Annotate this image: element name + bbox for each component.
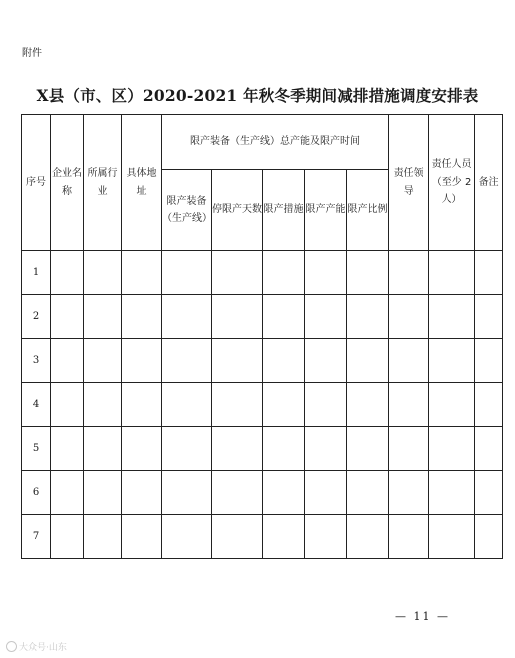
- row-seq-cell: 6: [22, 471, 51, 515]
- table-cell[interactable]: [122, 427, 162, 471]
- table-cell[interactable]: [263, 383, 305, 427]
- watermark-text: 大众号·山东: [19, 643, 67, 653]
- table-cell[interactable]: [347, 295, 389, 339]
- row-seq-cell: 4: [22, 383, 51, 427]
- table-cell[interactable]: [347, 471, 389, 515]
- table-cell[interactable]: [475, 471, 503, 515]
- table-cell[interactable]: [347, 427, 389, 471]
- table-cell[interactable]: [429, 339, 475, 383]
- col-header-leader: 责任领导: [389, 115, 429, 251]
- table-cell[interactable]: [263, 339, 305, 383]
- table-cell[interactable]: [84, 295, 122, 339]
- table-row: [22, 427, 503, 471]
- row-seq-cell: 3: [22, 339, 51, 383]
- table-cell[interactable]: [305, 251, 347, 295]
- table-cell[interactable]: [389, 427, 429, 471]
- table-cell[interactable]: [305, 383, 347, 427]
- table-cell[interactable]: [212, 515, 263, 559]
- table-cell[interactable]: [212, 471, 263, 515]
- table-cell[interactable]: [162, 295, 212, 339]
- table-cell[interactable]: [162, 383, 212, 427]
- document-title: X县（市、区）2020-2021 年秋冬季期间减排措施调度安排表: [36, 86, 479, 105]
- table-cell[interactable]: [305, 515, 347, 559]
- table-cell[interactable]: [122, 471, 162, 515]
- table-cell[interactable]: [263, 251, 305, 295]
- col-header-ratio: 限产比例: [347, 170, 389, 251]
- table-cell[interactable]: [429, 471, 475, 515]
- table-cell[interactable]: [389, 383, 429, 427]
- col-header-persons: 责任人员（至少 2 人）: [429, 115, 475, 251]
- table-cell[interactable]: [84, 471, 122, 515]
- table-cell[interactable]: [475, 295, 503, 339]
- table-cell[interactable]: [263, 295, 305, 339]
- table-cell[interactable]: [475, 515, 503, 559]
- table-cell[interactable]: [122, 515, 162, 559]
- row-seq-cell: 7: [22, 515, 51, 559]
- table-cell[interactable]: [84, 427, 122, 471]
- table-cell[interactable]: [162, 427, 212, 471]
- table-row: [22, 383, 503, 427]
- attachment-label: 附件: [22, 48, 42, 59]
- col-header-seq: 序号: [22, 115, 51, 251]
- header-row-top: [22, 115, 503, 170]
- table-cell[interactable]: [389, 515, 429, 559]
- table-cell[interactable]: [429, 427, 475, 471]
- table-cell[interactable]: [429, 515, 475, 559]
- col-header-equipment: 限产装备（生产线）: [162, 170, 212, 251]
- row-seq-cell: 1: [22, 251, 51, 295]
- table-cell[interactable]: [389, 295, 429, 339]
- table-cell[interactable]: [389, 251, 429, 295]
- table-cell[interactable]: [122, 339, 162, 383]
- table-cell[interactable]: [305, 339, 347, 383]
- table-cell[interactable]: [162, 471, 212, 515]
- table-cell[interactable]: [122, 251, 162, 295]
- page-number: — 11 —: [395, 610, 450, 623]
- col-header-measures: 限产措施: [263, 170, 305, 251]
- col-header-stop-days: 停限产天数: [212, 170, 263, 251]
- table-cell[interactable]: [347, 515, 389, 559]
- table-cell[interactable]: [84, 515, 122, 559]
- table-cell[interactable]: [84, 251, 122, 295]
- table-cell[interactable]: [475, 427, 503, 471]
- table-cell[interactable]: [263, 427, 305, 471]
- table-cell[interactable]: [305, 295, 347, 339]
- col-header-remark: 备注: [475, 115, 503, 251]
- table-cell[interactable]: [347, 251, 389, 295]
- table-cell[interactable]: [162, 339, 212, 383]
- table-cell[interactable]: [51, 471, 84, 515]
- table-cell[interactable]: [212, 251, 263, 295]
- col-header-company: 企业名称: [51, 115, 84, 251]
- table-cell[interactable]: [212, 295, 263, 339]
- table-cell[interactable]: [51, 515, 84, 559]
- table-cell[interactable]: [51, 295, 84, 339]
- table-row: [22, 251, 503, 295]
- table-cell[interactable]: [389, 471, 429, 515]
- col-header-address: 具体地址: [122, 115, 162, 251]
- table-cell[interactable]: [51, 251, 84, 295]
- table-row: [22, 471, 503, 515]
- table-cell[interactable]: [475, 251, 503, 295]
- table-cell[interactable]: [51, 383, 84, 427]
- watermark-logo-icon: [6, 641, 17, 652]
- table-cell[interactable]: [475, 383, 503, 427]
- table-row: [22, 295, 503, 339]
- table-row: [22, 339, 503, 383]
- table-cell[interactable]: [475, 339, 503, 383]
- table-cell[interactable]: [51, 427, 84, 471]
- schedule-table: [21, 114, 503, 559]
- table-cell[interactable]: [212, 339, 263, 383]
- table-cell[interactable]: [429, 251, 475, 295]
- table-cell[interactable]: [305, 427, 347, 471]
- table-cell[interactable]: [84, 383, 122, 427]
- table-body: [22, 251, 503, 559]
- table-cell[interactable]: [263, 515, 305, 559]
- col-header-group: 限产装备（生产线）总产能及限产时间: [162, 115, 389, 170]
- table-cell[interactable]: [429, 383, 475, 427]
- table-row: [22, 515, 503, 559]
- col-header-industry: 所属行业: [84, 115, 122, 251]
- row-seq-cell: 2: [22, 295, 51, 339]
- table-cell[interactable]: [51, 339, 84, 383]
- table-cell[interactable]: [429, 295, 475, 339]
- table-cell[interactable]: [162, 515, 212, 559]
- table-cell[interactable]: [347, 339, 389, 383]
- col-header-capacity: 限产产能: [305, 170, 347, 251]
- table-cell[interactable]: [122, 295, 162, 339]
- table-cell[interactable]: [263, 471, 305, 515]
- table-cell[interactable]: [122, 383, 162, 427]
- table-cell[interactable]: [347, 383, 389, 427]
- table-cell[interactable]: [212, 427, 263, 471]
- table-cell[interactable]: [162, 251, 212, 295]
- table-cell[interactable]: [84, 339, 122, 383]
- table-cell[interactable]: [305, 471, 347, 515]
- row-seq-cell: 5: [22, 427, 51, 471]
- table-cell[interactable]: [389, 339, 429, 383]
- table-cell[interactable]: [212, 383, 263, 427]
- watermark: [6, 640, 67, 653]
